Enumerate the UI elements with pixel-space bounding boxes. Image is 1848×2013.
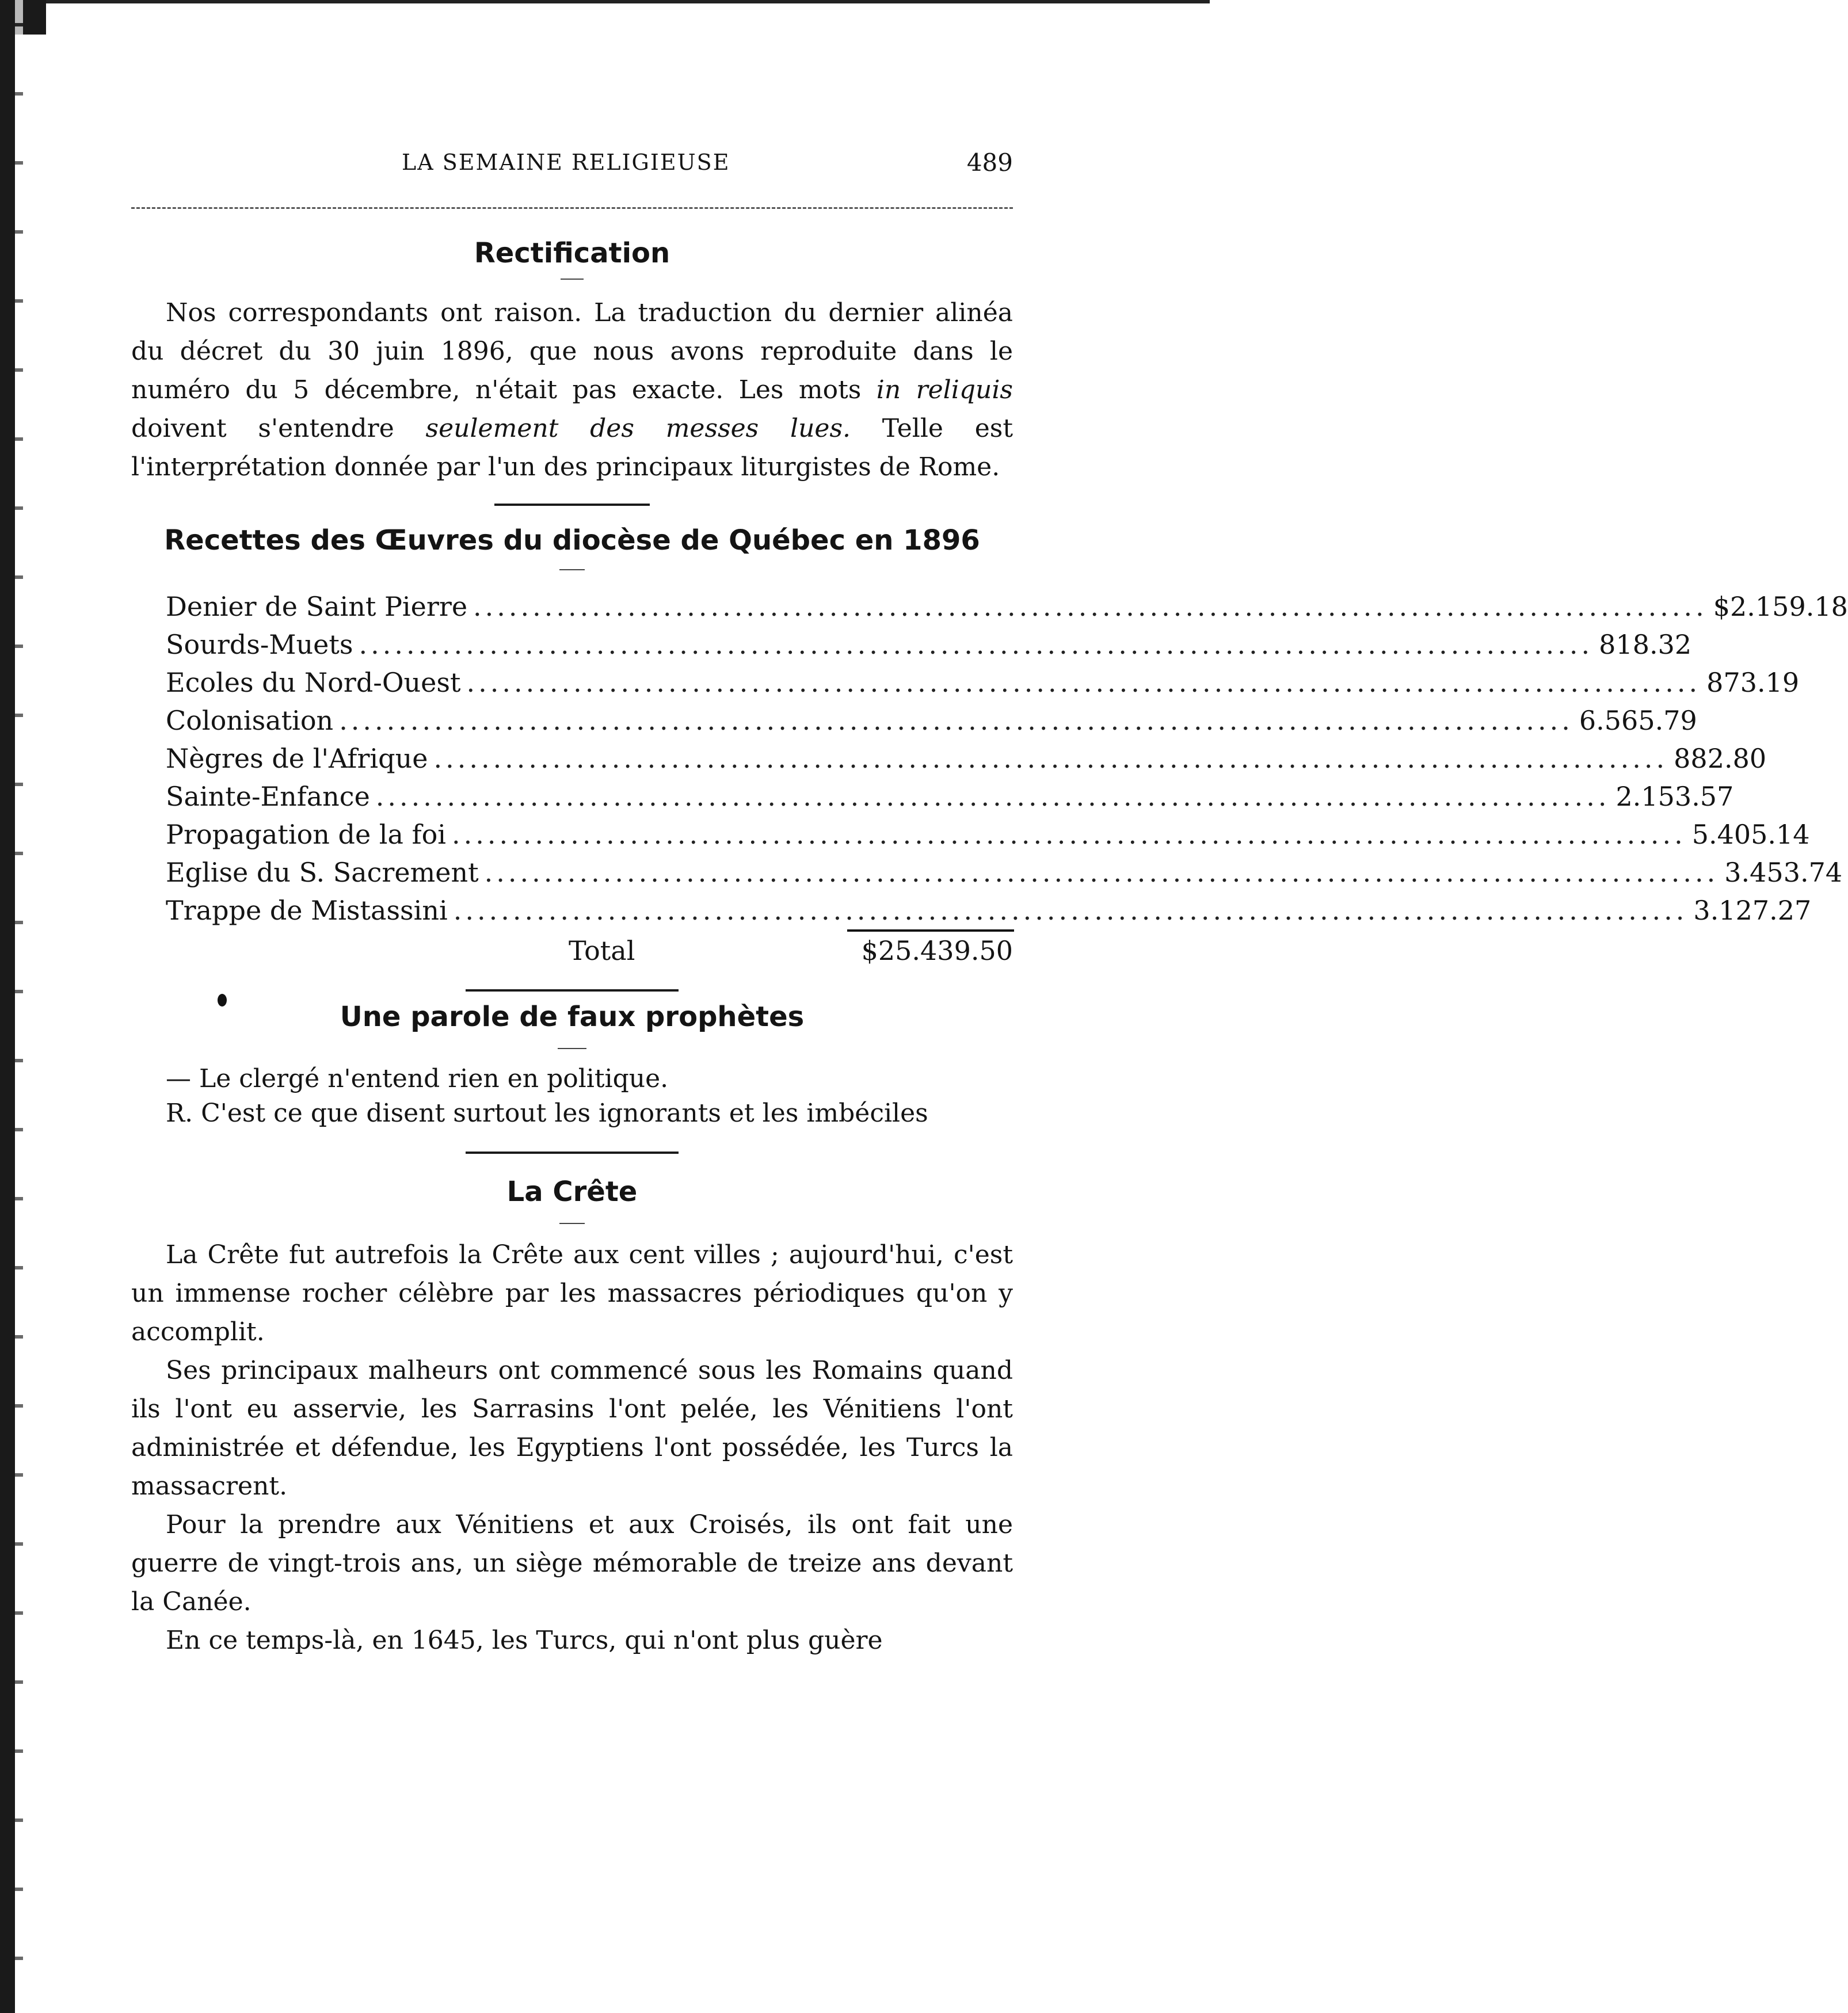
page-number: 489 [966, 148, 1013, 177]
receipts-total-row [166, 929, 1013, 970]
receipt-row [166, 664, 1800, 702]
total-label: Total [569, 935, 635, 966]
dot-leader: ........................................................................................................ [453, 895, 1688, 926]
crete-paragraph: En ce temps-là, en 1645, les Turcs, qui n'ont plus guère [166, 1626, 883, 1655]
receipt-row [166, 777, 1734, 815]
dot-leader: ........................................................................................................ [339, 705, 1573, 736]
section-title-faux-prophetes: Une parole de faux prophètes [340, 1001, 805, 1033]
document-page [131, 144, 1848, 1660]
receipt-amount: 3.453.74 [1724, 857, 1843, 888]
receipt-amount: 882.80 [1674, 743, 1767, 774]
receipts-list [166, 588, 1848, 970]
ink-blot [218, 994, 227, 1006]
title-divider [559, 569, 585, 570]
dot-leader: ........................................................................................................ [359, 629, 1594, 660]
title-divider [558, 1048, 586, 1049]
receipt-row [166, 853, 1843, 891]
running-title: LA SEMAINE RELIGIEUSE [402, 150, 730, 175]
section-separator [466, 989, 679, 992]
total-amount: $25.439.50 [861, 935, 1013, 966]
receipt-label: Sourds-Muets [166, 629, 353, 660]
receipt-label: Propagation de la foi [166, 819, 446, 850]
receipt-amount: $2.159.18 [1713, 591, 1848, 622]
crete-paragraph: Pour la prendre aux Vénitiens et aux Croisés, ils ont fait une guerre de vingt-trois ans, un siège mémorable de treize ans devant la Canée. [131, 1510, 1013, 1616]
italic-term-in-reliquis: in reliquis [876, 375, 1013, 405]
dialogue-line-objection: — Le clergé n'entend rien en politique. [166, 1064, 669, 1093]
crete-paragraph: La Crête fut autrefois la Crête aux cent villes ; aujourd'hui, c'est un immense rocher célèbre par les massacres périodiques qu'on y accomplit. [131, 1240, 1013, 1347]
section-title-crete: La Crête [506, 1176, 638, 1208]
rectification-paragraph: Nos correspondants ont raison. La traduction du dernier alinéa du décret du 30 juin 1896, que nous avons reproduite dans le numéro du 5 décembre, n'était pas exacte. Les mots in reliquis doivent s'entendre seulement des messes lues. Telle est l'interprétation donnée par l'un des principaux liturgistes de Rome. [131, 298, 1013, 482]
receipt-row [166, 626, 1692, 664]
title-divider [559, 1223, 585, 1224]
dot-leader: ........................................................................................................ [433, 743, 1668, 774]
crete-paragraph: Ses principaux malheurs ont commencé sous les Romains quand ils l'ont eu asservie, les Sarrasins l'ont pelée, les Vénitiens l'ont administrée et défendue, les Egyptiens l'ont possédée, les Turcs la massacrent. [131, 1356, 1013, 1501]
dot-leader: ........................................................................................................ [375, 781, 1610, 812]
scan-top-edge [0, 0, 1210, 9]
scan-left-speckle [15, 0, 23, 2013]
receipt-row [166, 702, 1697, 739]
section-separator [494, 504, 650, 506]
dot-leader: ........................................................................................................ [466, 667, 1701, 698]
receipt-label: Nègres de l'Afrique [166, 743, 428, 774]
receipt-amount: 818.32 [1599, 629, 1692, 660]
dot-leader: ........................................................................................................ [452, 819, 1686, 850]
dialogue-line-reply: R. C'est ce que disent surtout les ignorants et les imbéciles [166, 1099, 928, 1128]
receipt-row [166, 815, 1810, 853]
receipt-amount: 2.153.57 [1615, 781, 1734, 812]
receipt-row [166, 891, 1812, 929]
title-divider [561, 279, 584, 280]
receipt-label: Ecoles du Nord-Ouest [166, 667, 461, 698]
section-separator [466, 1152, 679, 1154]
receipt-row [166, 588, 1848, 626]
italic-term-messes-lues: seulement des messes lues. [425, 414, 851, 443]
receipt-label: Sainte-Enfance [166, 781, 370, 812]
receipt-row [166, 739, 1767, 777]
receipt-label: Trappe de Mistassini [166, 895, 448, 926]
dot-leader: ........................................................................................................ [473, 591, 1708, 622]
section-title-receipts: Recettes des Œuvres du diocèse de Québec en 1896 [164, 524, 980, 556]
header-rule [131, 207, 1013, 209]
receipt-amount: 3.127.27 [1693, 895, 1812, 926]
receipt-amount: 5.405.14 [1691, 819, 1810, 850]
scan-left-edge [0, 0, 15, 2013]
receipt-label: Colonisation [166, 705, 334, 736]
receipt-amount: 6.565.79 [1579, 705, 1697, 736]
receipt-amount: 873.19 [1706, 667, 1800, 698]
receipt-label: Eglise du S. Sacrement [166, 857, 479, 888]
receipt-label: Denier de Saint Pierre [166, 591, 468, 622]
running-header [131, 144, 1013, 184]
section-title-rectification: Rectification [474, 237, 670, 269]
dot-leader: ........................................................................................................ [484, 857, 1719, 888]
